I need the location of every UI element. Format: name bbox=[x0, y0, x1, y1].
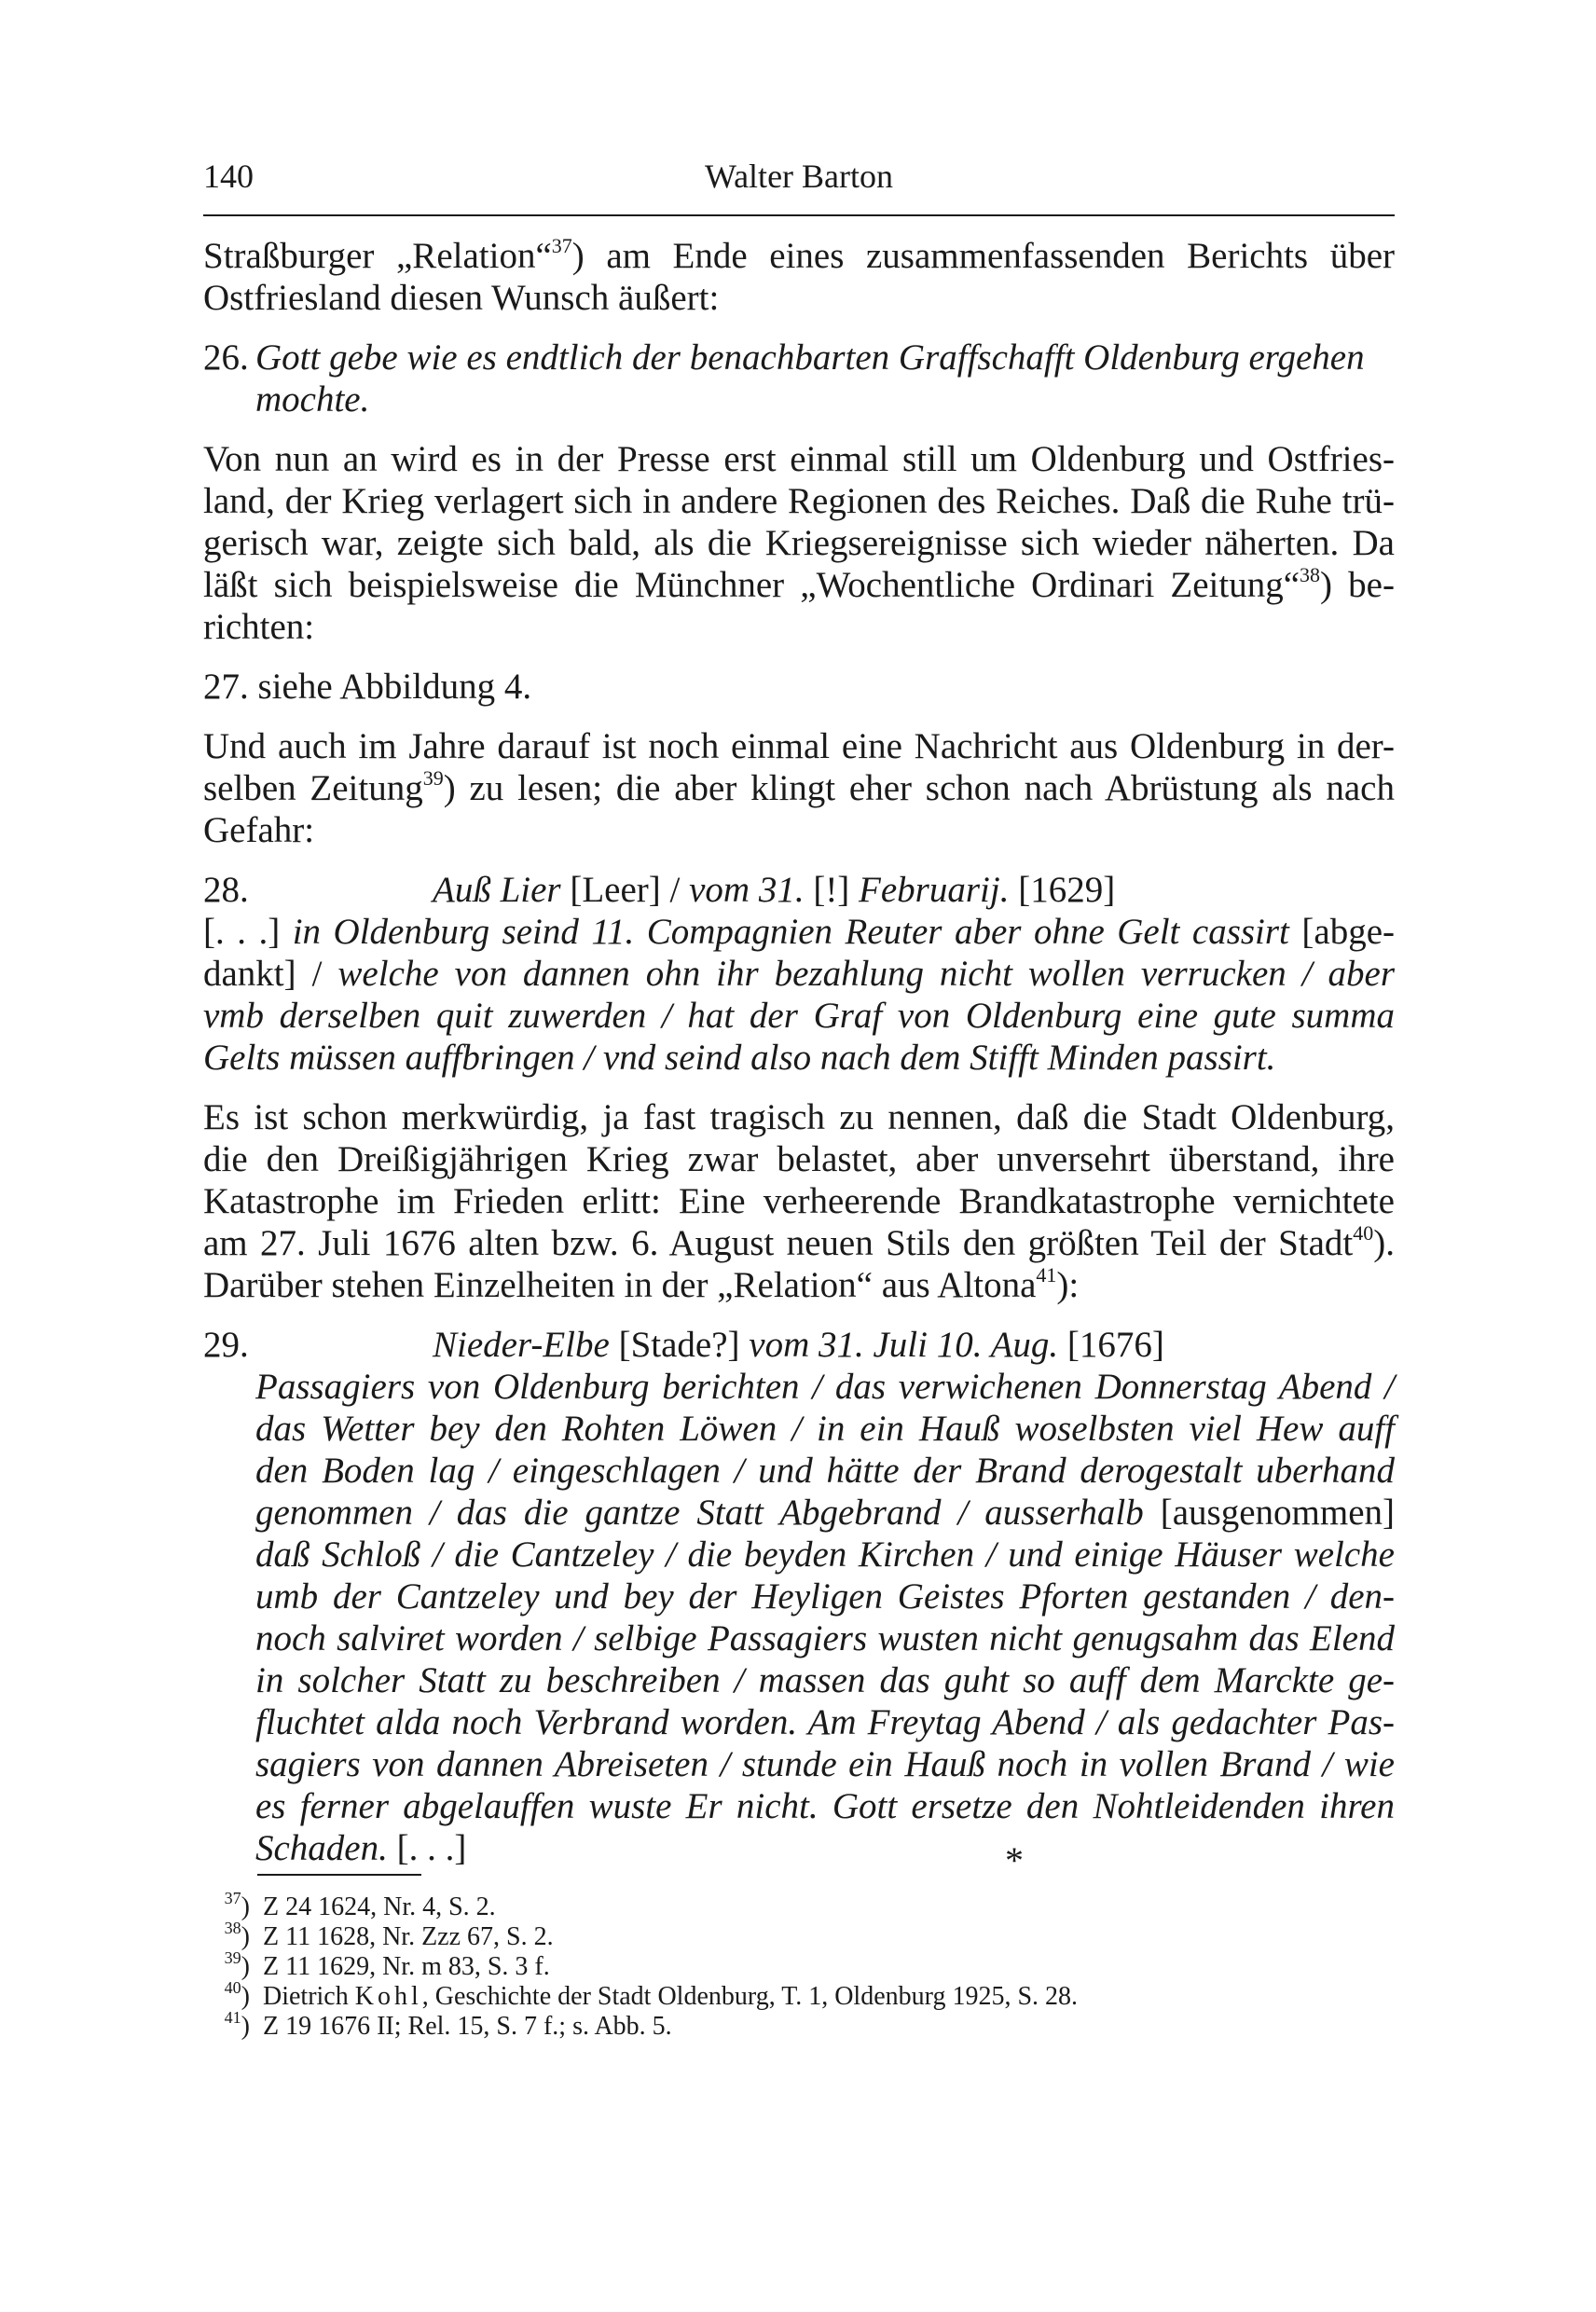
text-line: am 27. Juli 1676 alten bzw. 6. August neuen Stils den größten Teil der Stadt$^{40}$). bbox=[203, 1221, 1395, 1263]
quotation-number: 29. bbox=[203, 1325, 249, 1365]
body-text bbox=[203, 235, 1395, 1887]
text-line: Und auch im Jahre darauf ist noch einmal eine Nachricht aus Oldenburg in der- bbox=[203, 726, 1395, 766]
asterisk-separator: * bbox=[1005, 1839, 1024, 1881]
quote-heading: Auß Lier [Leer] / vom 31. [!] Februarij. [1629] bbox=[433, 870, 1116, 910]
footnote-ref: 39 bbox=[422, 766, 444, 790]
paragraph bbox=[203, 235, 1395, 319]
quote-line: fluchtet alda noch Verbrand worden. Am Freytag Abend / als gedachter Pas- bbox=[255, 1702, 1395, 1742]
quote-line: das Wetter bey den Rohten Löwen / in ein Hauß woselbsten viel Hew auff bbox=[255, 1409, 1395, 1449]
footnote bbox=[203, 1947, 1395, 1982]
footnote-text: Dietrich Kohl, Geschichte der Stadt Oldenburg, T. 1, Oldenburg 1925, S. 28. bbox=[263, 1982, 1079, 2011]
text-line: Katastrophe im Frieden erlitt: Eine verheerende Brandkatastrophe vernichtete bbox=[203, 1181, 1395, 1221]
quote-line: den Boden lag / eingeschlagen / und hätte der Brand derogestalt uberhand bbox=[255, 1451, 1395, 1491]
quote-line: Passagiers von Oldenburg berichten / das verwichenen Donnerstag Abend / bbox=[255, 1367, 1395, 1407]
quote-line: vmb derselben quit zuwerden / hat der Graf von Oldenburg eine gute summa bbox=[203, 996, 1395, 1036]
quotation-26 bbox=[203, 337, 1395, 420]
quote-line: noch salviret worden / selbige Passagiers wusten nicht genugsahm das Elend bbox=[255, 1618, 1395, 1658]
footnote-number: $^{38}$) bbox=[224, 1918, 250, 1951]
quotation-28-text bbox=[203, 911, 1395, 1079]
quote-line: [. . .] in Oldenburg seind 11. Compagnien Reuter aber ohne Gelt cassirt [abge- bbox=[203, 912, 1395, 952]
footnote bbox=[203, 1977, 1395, 2012]
footnote-text: Z 19 1676 II; Rel. 15, S. 7 f.; s. Abb. 5. bbox=[263, 2012, 672, 2041]
text-line: selben Zeitung$^{39}$) zu lesen; die aber klingt eher schon nach Abrüstung als nach bbox=[203, 766, 1395, 808]
footnote-text: Z 11 1628, Nr. Zzz 67, S. 2. bbox=[263, 1922, 554, 1951]
running-head bbox=[203, 157, 1395, 201]
quote-heading: Nieder-Elbe [Stade?] vom 31. Juli 10. Aug. [1676] bbox=[433, 1325, 1164, 1365]
paragraph bbox=[203, 725, 1395, 851]
quotation-body bbox=[255, 1324, 1395, 1869]
section-separator bbox=[203, 1839, 1395, 1881]
quotation-body bbox=[255, 869, 1395, 911]
footnote-number: $^{37}$) bbox=[224, 1888, 250, 1921]
footnote-number: $^{40}$) bbox=[224, 1977, 250, 2011]
text-line: Darüber stehen Einzelheiten in der „Relation“ aus Altona$^{41}$): bbox=[203, 1263, 1080, 1305]
quote-line: Gott gebe wie es endtlich der benachbarten Graffschafft Oldenburg ergehen bbox=[255, 337, 1365, 378]
text-line: Es ist schon merkwürdig, ja fast tragisch zu nennen, daß die Stadt Oldenburg, bbox=[203, 1097, 1395, 1137]
footnote bbox=[203, 2007, 1395, 2042]
footnote-ref: 37 bbox=[551, 234, 572, 257]
quote-line: in solcher Statt zu beschreiben / massen das guht so auff dem Marckte ge- bbox=[255, 1660, 1395, 1700]
footnote-number: $^{41}$) bbox=[224, 2007, 250, 2041]
text-line: Gefahr: bbox=[203, 810, 315, 850]
page-number: 140 bbox=[203, 158, 254, 195]
paragraph bbox=[203, 438, 1395, 648]
quotation-28 bbox=[203, 869, 1395, 911]
text-line: land, der Krieg verlagert sich in andere Regionen des Reiches. Daß die Ruhe trü- bbox=[203, 481, 1395, 521]
footnote-rule bbox=[257, 1874, 421, 1876]
quote-line: daß Schloß / die Cantzeley / die beyden Kirchen / und einige Häuser welche bbox=[255, 1534, 1395, 1575]
running-title: Walter Barton bbox=[704, 158, 894, 195]
footnotes bbox=[203, 1888, 1395, 2042]
quotation-number: 28. bbox=[203, 870, 249, 910]
footnote-text: Z 24 1624, Nr. 4, S. 2. bbox=[263, 1892, 496, 1921]
quote-line: genommen / das die gantze Statt Abgebrand / ausserhalb [ausgenommen] bbox=[255, 1493, 1395, 1533]
text-line: die den Dreißigjährigen Krieg zwar belastet, aber unversehrt überstand, ihre bbox=[203, 1139, 1395, 1179]
quote-line: Schaden. [. . .] bbox=[255, 1828, 467, 1868]
footnote-ref: 41 bbox=[1036, 1263, 1057, 1287]
quote-line: dankt] / welche von dannen ohn ihr bezahlung nicht wollen verrucken / aber bbox=[203, 954, 1396, 994]
quote-line: Gelts müssen auffbringen / vnd seind also nach dem Stifft Minden passirt. bbox=[203, 1038, 1276, 1078]
footnote bbox=[203, 1918, 1395, 1952]
footnote-text: Z 11 1629, Nr. m 83, S. 3 f. bbox=[263, 1952, 550, 1981]
author-name: Kohl bbox=[354, 1982, 422, 2011]
quote-line: umb der Cantzeley und bey der Heyligen Geistes Pforten gestanden / den- bbox=[255, 1576, 1395, 1617]
quotation-number: 26. bbox=[203, 337, 249, 378]
text-line: läßt sich beispielsweise die Münchner „Wochentliche Ordinari Zeitung“$^{38}$) be- bbox=[203, 563, 1395, 605]
quotation-29 bbox=[203, 1324, 1395, 1869]
quotation-27 bbox=[203, 666, 1395, 708]
quote-line: mochte. bbox=[255, 379, 370, 420]
quote-reference: 27. siehe Abbildung 4. bbox=[203, 667, 532, 707]
quote-line: sagiers von dannen Abreiseten / stunde ein Hauß noch in vollen Brand / wie bbox=[255, 1744, 1395, 1784]
text-line: Ostfriesland diesen Wunsch äußert: bbox=[203, 278, 720, 318]
text-line: Straßburger „Relation“$^{37}$) am Ende eines zusammenfassenden Berichts über bbox=[203, 234, 1395, 276]
text-line: Von nun an wird es in der Presse erst einmal still um Oldenburg und Ostfries- bbox=[203, 439, 1395, 479]
paragraph bbox=[203, 1096, 1395, 1306]
quote-line: es ferner abgelauffen wuste Er nicht. Gott ersetze den Nohtleidenden ihren bbox=[255, 1786, 1395, 1826]
footnote-number: $^{39}$) bbox=[224, 1947, 250, 1981]
footnote bbox=[203, 1888, 1395, 1922]
footnote-ref: 38 bbox=[1300, 563, 1321, 586]
text-line: gerisch war, zeigte sich bald, als die Kriegsereignisse sich wieder näherten. Da bbox=[203, 523, 1395, 563]
text-line: richten: bbox=[203, 607, 315, 647]
header-rule bbox=[203, 214, 1395, 216]
quotation-body bbox=[255, 337, 1395, 420]
footnote-ref: 40 bbox=[1353, 1221, 1374, 1245]
